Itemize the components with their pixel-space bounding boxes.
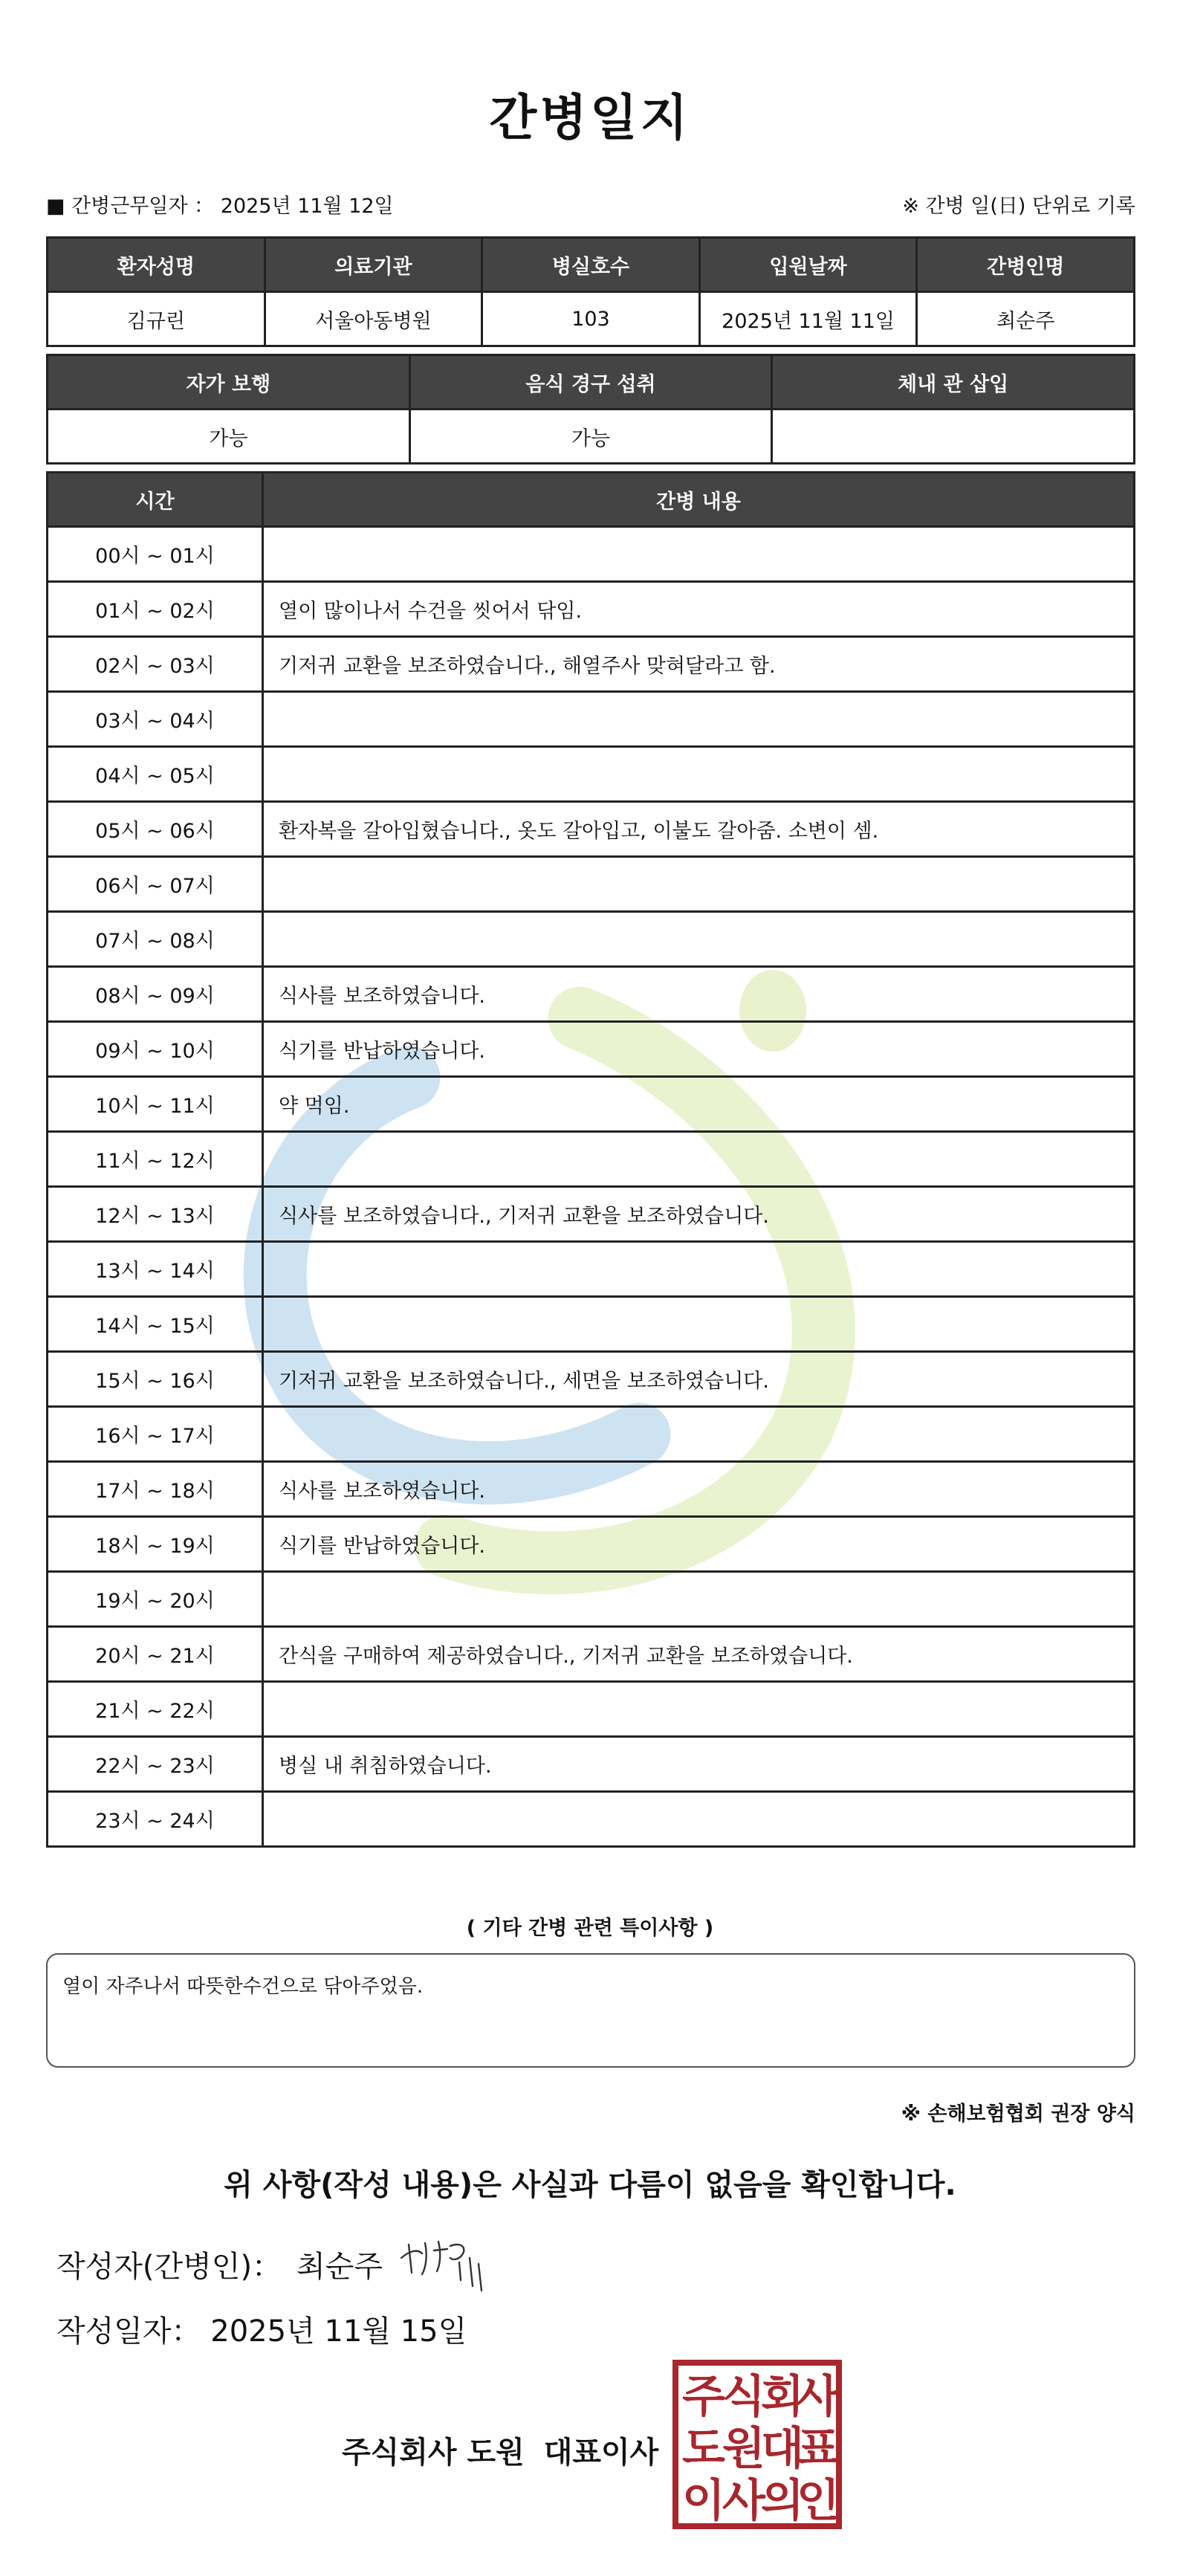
notes-box: 열이 자주나서 따뜻한수건으로 닦아주었음. <box>46 1953 1135 2068</box>
content-cell: 식사를 보조하였습니다., 기저귀 교환을 보조하였습니다. <box>263 1187 1135 1242</box>
work-date-value: 2025년 11월 12일 <box>220 195 394 218</box>
time-cell: 06시 ~ 07시 <box>48 857 263 912</box>
svg-text:인: 인 <box>797 2475 840 2527</box>
time-cell: 02시 ~ 03시 <box>48 637 263 692</box>
representative-title: 대표이사 <box>543 2436 659 2470</box>
writer-label: 작성자(간병인)： <box>56 2250 282 2284</box>
content-cell <box>263 1572 1135 1627</box>
svg-text:의: 의 <box>761 2475 804 2527</box>
table-row <box>48 1297 1135 1352</box>
content-cell: 약 먹임. <box>263 1077 1135 1132</box>
svg-text:식: 식 <box>722 2371 765 2423</box>
time-cell: 01시 ~ 02시 <box>48 582 263 637</box>
time-cell: 05시 ~ 06시 <box>48 802 263 857</box>
confirmation-statement: 위 사항(작성 내용)은 사실과 다름이 없음을 확인합니다. <box>224 2168 956 2202</box>
table-row <box>48 747 1135 802</box>
content-cell: 식사를 보조하였습니다. <box>263 1462 1135 1517</box>
content-cell <box>263 747 1135 802</box>
content-cell: 환자복을 갈아입혔습니다., 옷도 갈아입고, 이불도 갈아줌. 소변이 셈. <box>263 802 1135 857</box>
caregiver-name: 최순주 <box>917 292 1135 346</box>
time-cell: 11시 ~ 12시 <box>48 1132 263 1187</box>
table-row <box>48 527 1135 582</box>
time-cell: 20시 ~ 21시 <box>48 1627 263 1682</box>
table-row <box>48 1682 1135 1737</box>
admission-date: 2025년 11월 11일 <box>699 292 917 346</box>
patient-name: 김규린 <box>48 292 265 346</box>
time-cell: 23시 ~ 24시 <box>48 1792 263 1847</box>
care-log-table <box>46 471 1135 1848</box>
header-caregiver-name: 간병인명 <box>917 238 1135 292</box>
content-cell <box>263 527 1135 582</box>
table-row <box>48 1572 1135 1627</box>
content-cell <box>263 1242 1135 1297</box>
header-time: 시간 <box>48 473 263 527</box>
content-cell <box>263 857 1135 912</box>
table-row <box>48 1517 1135 1572</box>
patient-info-table <box>46 236 1135 347</box>
table-row <box>48 1077 1135 1132</box>
walking-status: 가능 <box>48 410 410 464</box>
content-cell <box>263 912 1135 967</box>
header-care-content: 간병 내용 <box>263 473 1135 527</box>
time-cell: 09시 ~ 10시 <box>48 1022 263 1077</box>
written-date-line <box>56 2308 467 2350</box>
content-cell: 간식을 구매하여 제공하였습니다., 기저귀 교환을 보조하였습니다. <box>263 1627 1135 1682</box>
content-cell <box>263 1792 1135 1847</box>
standard-form-note: ※ 손해보험협회 권장 양식 <box>901 2103 1135 2126</box>
table-row <box>48 1187 1135 1242</box>
table-row <box>48 692 1135 747</box>
header-tube-insertion: 체내 관 삽입 <box>772 355 1135 410</box>
room-number: 103 <box>482 292 700 346</box>
time-cell: 15시 ~ 16시 <box>48 1352 263 1407</box>
table-row <box>48 857 1135 912</box>
content-cell: 식기를 반납하였습니다. <box>263 1517 1135 1572</box>
written-date-label: 작성일자： <box>56 2314 201 2349</box>
time-cell: 13시 ~ 14시 <box>48 1242 263 1297</box>
time-cell: 18시 ~ 19시 <box>48 1517 263 1572</box>
time-cell: 16시 ~ 17시 <box>48 1407 263 1462</box>
work-date-label: ■ 간병근무일자 ： <box>46 195 215 218</box>
header-room-number: 병실호수 <box>482 238 700 292</box>
time-cell: 12시 ~ 13시 <box>48 1187 263 1242</box>
svg-text:회: 회 <box>761 2371 804 2423</box>
page-title: 간병일지 <box>489 89 691 146</box>
content-cell <box>263 1132 1135 1187</box>
meta-row <box>46 190 1135 224</box>
time-cell: 00시 ~ 01시 <box>48 527 263 582</box>
time-cell: 19시 ~ 20시 <box>48 1572 263 1627</box>
svg-text:사: 사 <box>797 2371 840 2423</box>
table-row <box>48 1352 1135 1407</box>
oral-intake-status: 가능 <box>409 410 772 464</box>
time-cell: 03시 ~ 04시 <box>48 692 263 747</box>
writer-name: 최순주 <box>296 2250 383 2284</box>
svg-text:이: 이 <box>682 2475 725 2527</box>
svg-text:주: 주 <box>682 2371 725 2423</box>
table-row <box>48 1792 1135 1847</box>
content-cell <box>263 1297 1135 1352</box>
table-row <box>48 1462 1135 1517</box>
table-row <box>48 967 1135 1022</box>
header-admission-date: 입원날짜 <box>699 238 917 292</box>
content-cell: 기저귀 교환을 보조하였습니다., 세면을 보조하였습니다. <box>263 1352 1135 1407</box>
time-cell: 14시 ~ 15시 <box>48 1297 263 1352</box>
time-cell: 21시 ~ 22시 <box>48 1682 263 1737</box>
time-cell: 08시 ~ 09시 <box>48 967 263 1022</box>
time-cell: 10시 ~ 11시 <box>48 1077 263 1132</box>
svg-text:사: 사 <box>722 2475 765 2527</box>
table-row <box>48 1242 1135 1297</box>
time-cell: 04시 ~ 05시 <box>48 747 263 802</box>
patient-status-table <box>46 354 1135 465</box>
svg-text:대: 대 <box>761 2423 804 2475</box>
header-hospital: 의료기관 <box>265 238 482 292</box>
content-cell: 병실 내 취침하였습니다. <box>263 1737 1135 1792</box>
content-cell <box>263 692 1135 747</box>
company-signature-line <box>342 2429 658 2471</box>
header-walking: 자가 보행 <box>48 355 410 410</box>
svg-text:도: 도 <box>682 2423 725 2475</box>
hospital: 서울아동병원 <box>265 292 482 346</box>
table-row <box>48 1022 1135 1077</box>
notes-title: ( 기타 간병 관련 특이사항 ) <box>466 1917 714 1940</box>
written-date-value: 2025년 11월 15일 <box>210 2314 467 2349</box>
table-row <box>48 802 1135 857</box>
time-cell: 17시 ~ 18시 <box>48 1462 263 1517</box>
content-cell <box>263 1682 1135 1737</box>
content-cell: 기저귀 교환을 보조하였습니다., 해열주사 맞혀달라고 함. <box>263 637 1135 692</box>
work-date <box>46 190 394 219</box>
time-cell: 22시 ~ 23시 <box>48 1737 263 1792</box>
table-row <box>48 912 1135 967</box>
writer-line <box>56 2243 383 2285</box>
table-row <box>48 1627 1135 1682</box>
table-row <box>48 637 1135 692</box>
company-name: 주식회사 도원 <box>342 2436 525 2470</box>
handwritten-signature <box>395 2228 514 2295</box>
time-cell: 07시 ~ 08시 <box>48 912 263 967</box>
content-cell: 열이 많이나서 수건을 씻어서 닦임. <box>263 582 1135 637</box>
table-row <box>48 582 1135 637</box>
content-cell: 식사를 보조하였습니다. <box>263 967 1135 1022</box>
table-row <box>48 1407 1135 1462</box>
content-cell <box>263 1407 1135 1462</box>
content-cell: 식기를 반납하였습니다. <box>263 1022 1135 1077</box>
svg-text:원: 원 <box>722 2423 765 2475</box>
record-unit-note: ※ 간병 일(日) 단위로 기록 <box>902 195 1135 218</box>
table-row <box>48 1132 1135 1187</box>
header-oral-intake: 음식 경구 섭취 <box>409 355 772 410</box>
svg-text:표: 표 <box>797 2423 840 2475</box>
company-seal <box>672 2360 842 2529</box>
tube-insertion-status <box>772 410 1135 464</box>
table-row <box>48 1737 1135 1792</box>
header-patient-name: 환자성명 <box>48 238 265 292</box>
